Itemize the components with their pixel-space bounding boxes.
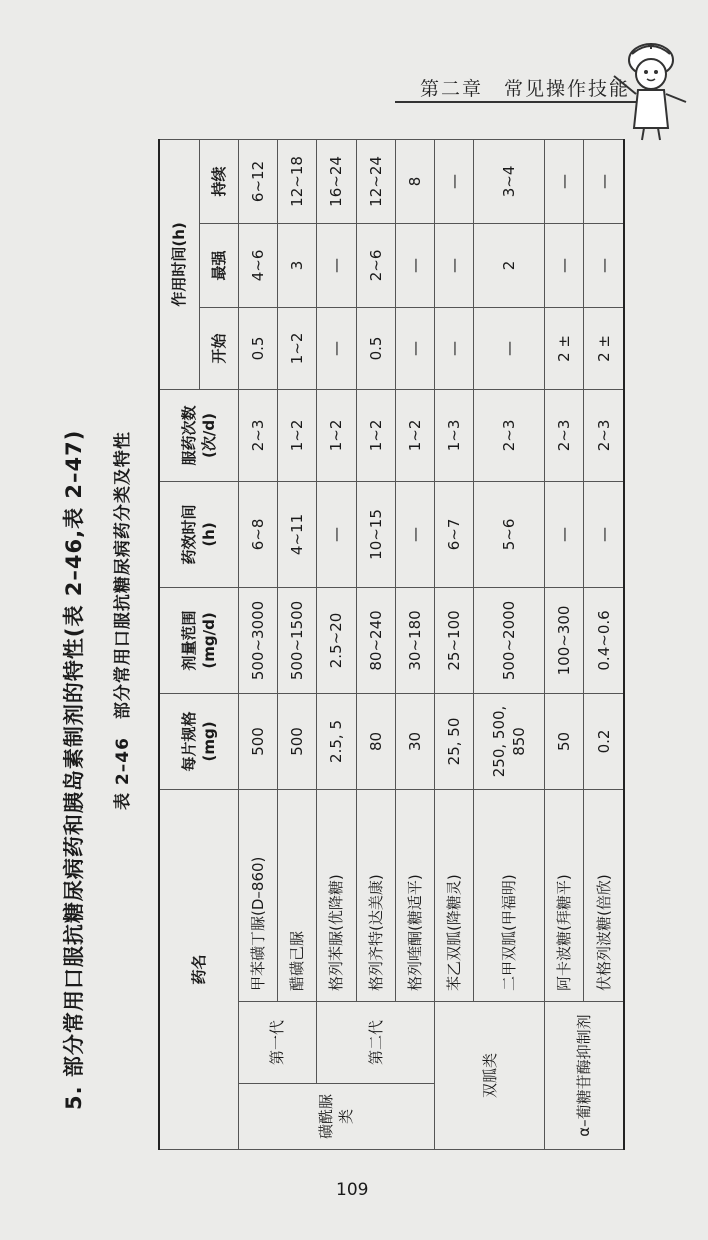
group-alpha-glucosidase-inhibitor: α–葡糖苷酶抑制剂 [545,1002,624,1150]
table-row [395,139,434,1149]
drug-name: 苯乙双胍(降糖灵) [435,789,474,1001]
table-row [317,139,356,1149]
table-row [545,139,584,1149]
frequency: 1~2 [317,389,356,481]
frequency: 2~3 [584,389,624,481]
duration: — [545,481,584,587]
tablet-spec: 500 [238,693,277,789]
lasting: — [584,139,624,223]
tablet-spec: 0.2 [584,693,624,789]
lasting: 6~12 [238,139,277,223]
lasting: — [435,139,474,223]
drug-name: 阿卡波糖(拜糖平) [545,789,584,1001]
duration: 5~6 [474,481,545,587]
lasting: 16~24 [317,139,356,223]
dose-range: 25~100 [435,587,474,693]
peak: 2~6 [356,223,395,307]
header-row-1 [159,139,199,1149]
duration: — [317,481,356,587]
onset: — [395,307,434,389]
onset: 0.5 [238,307,277,389]
frequency: 1~2 [395,389,434,481]
duration: 10~15 [356,481,395,587]
duration: 6~8 [238,481,277,587]
onset: 0.5 [356,307,395,389]
header-lasting: 持续 [199,139,238,223]
frequency: 2~3 [238,389,277,481]
lasting: — [545,139,584,223]
frequency: 1~2 [278,389,317,481]
lasting: 12~18 [278,139,317,223]
peak: — [395,223,434,307]
section-title: 5. 部分常用口服抗糖尿病药和胰岛素制剂的特性(表 2–46,表 2–47) [62,429,86,1110]
drug-name: 伏格列波糖(倍欣) [584,789,624,1001]
dose-range: 80~240 [356,587,395,693]
page-number: 109 [336,1180,369,1200]
diabetes-drug-table [158,139,625,1150]
header-duration: 药效时间 (h) [159,481,238,587]
drug-name: 二甲双胍(甲福明) [474,789,545,1001]
table-caption: 表 2–46 部分常用口服抗糖尿病药分类及特性 [113,431,133,810]
duration: — [395,481,434,587]
peak: — [435,223,474,307]
lasting: 8 [395,139,434,223]
duration: — [584,481,624,587]
header-drug-name: 药名 [159,789,238,1149]
peak: — [584,223,624,307]
onset: — [435,307,474,389]
dose-range: 500~3000 [238,587,277,693]
header-onset: 开始 [199,307,238,389]
peak: 2 [474,223,545,307]
drug-name: 格列喹酮(糖适平) [395,789,434,1001]
table-row [278,139,317,1149]
peak: — [317,223,356,307]
drug-name: 格列苯脲(优降糖) [317,789,356,1001]
lasting: 12~24 [356,139,395,223]
tablet-spec: 250, 500, 850 [474,693,545,789]
tablet-spec: 50 [545,693,584,789]
dose-range: 30~180 [395,587,434,693]
frequency: 2~3 [545,389,584,481]
tablet-spec: 500 [278,693,317,789]
tablet-spec: 2.5, 5 [317,693,356,789]
tablet-spec: 30 [395,693,434,789]
group-biguanide: 双胍类 [435,1002,545,1150]
group-gen2: 第二代 [317,1002,435,1084]
drug-name: 格列齐特(达美康) [356,789,395,1001]
dose-range: 0.4~0.6 [584,587,624,693]
frequency: 2~3 [474,389,545,481]
dose-range: 2.5~20 [317,587,356,693]
table-row [474,139,545,1149]
running-header: 第二章 常见操作技能 [420,78,631,100]
table-row [435,139,474,1149]
lasting: 3~4 [474,139,545,223]
onset: — [474,307,545,389]
onset: — [317,307,356,389]
dose-range: 100~300 [545,587,584,693]
peak: 4~6 [238,223,277,307]
dose-range: 500~2000 [474,587,545,693]
drug-name: 甲苯磺丁脲(D–860) [238,789,277,1001]
duration: 6~7 [435,481,474,587]
group-gen1: 第一代 [238,1002,317,1084]
peak: — [545,223,584,307]
frequency: 1~3 [435,389,474,481]
tablet-spec: 25, 50 [435,693,474,789]
dose-range: 500~1500 [278,587,317,693]
drug-name: 醋磺己脲 [278,789,317,1001]
frequency: 1~2 [356,389,395,481]
header-action-time: 作用时间(h) [159,139,199,389]
onset: 2 ± [545,307,584,389]
tablet-spec: 80 [356,693,395,789]
onset: 2 ± [584,307,624,389]
rotated-content [0,70,708,1170]
peak: 3 [278,223,317,307]
table-row [356,139,395,1149]
header-frequency: 服药次数 (次/d) [159,389,238,481]
header-dose-range: 剂量范围 (mg/d) [159,587,238,693]
onset: 1~2 [278,307,317,389]
table-row [584,139,624,1149]
group-sulfonylurea: 磺酰脲类 [238,1084,434,1150]
table-row [238,139,277,1149]
duration: 4~11 [278,481,317,587]
header-tablet-spec: 每片规格 (mg) [159,693,238,789]
header-peak: 最强 [199,223,238,307]
